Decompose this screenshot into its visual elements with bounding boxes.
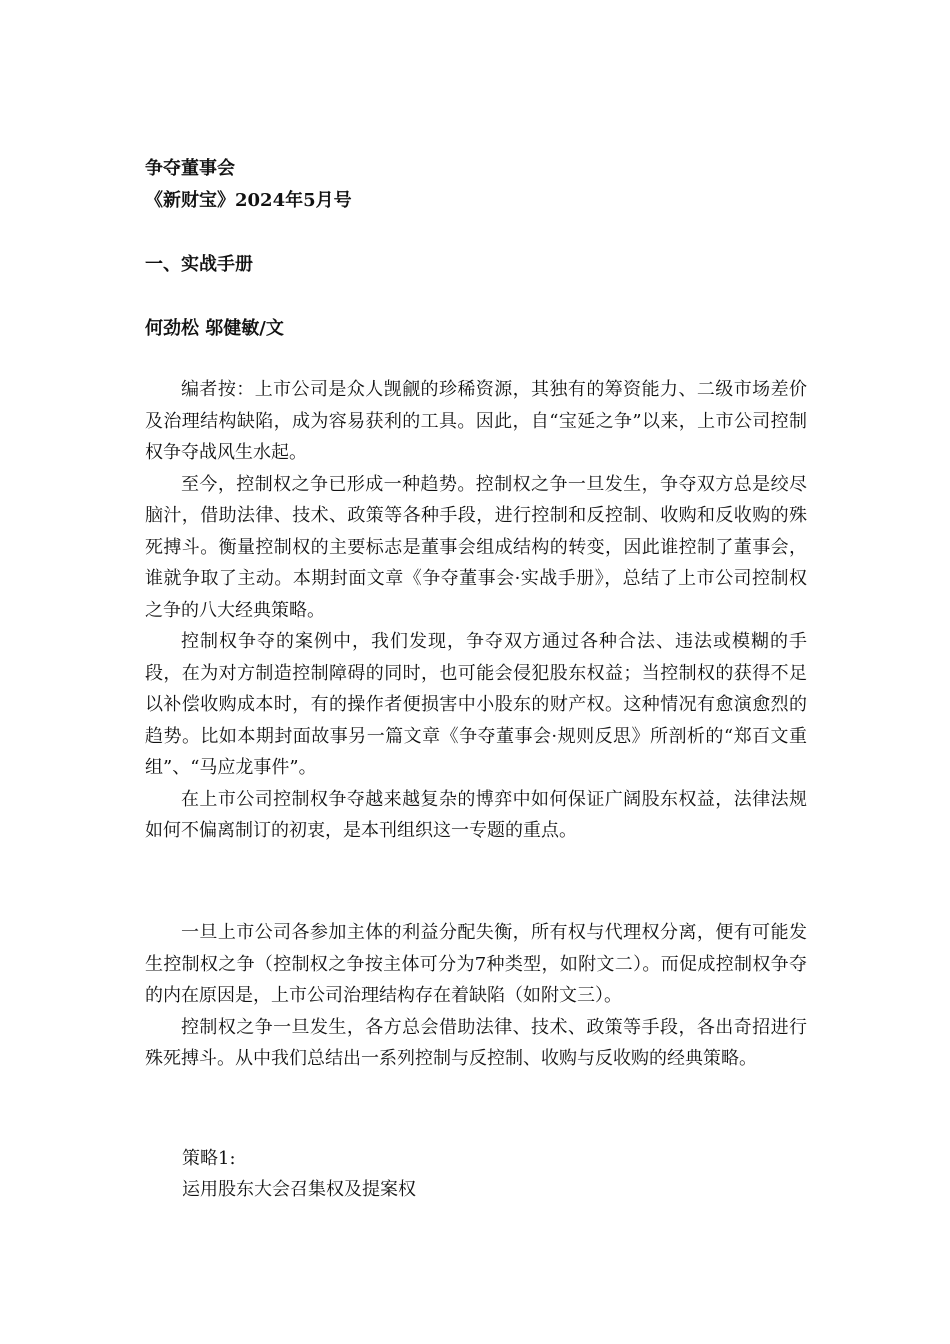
- body-paragraph: 一旦上市公司各参加主体的利益分配失衡，所有权与代理权分离，便有可能发生控制权之争（控制权之争按主体可分为7种类型，如附文二）。而促成控制权争夺的内在原因是，上市公司治理结构存在着缺陷（如附文三）。: [145, 922, 807, 1006]
- editor-note-paragraph: 编者按：上市公司是众人觊觎的珍稀资源，其独有的筹资能力、二级市场差价及治理结构缺陷，成为容易获利的工具。因此，自“宝延之争”以来，上市公司控制权争夺战风生水起。: [145, 379, 807, 463]
- editor-note-paragraph: 在上市公司控制权争夺越来越复杂的博弈中如何保证广阔股东权益，法律法规如何不偏离制订的初衷，是本刊组织这一专题的重点。: [145, 788, 807, 841]
- strategy-label: 策略1:: [182, 1148, 236, 1169]
- editor-note-paragraph: 控制权争夺的案例中，我们发现，争夺双方通过各种合法、违法或模糊的手段，在为对方制造控制障碍的同时，也可能会侵犯股东权益；当控制权的获得不足以补偿收购成本时，有的操作者便损害中小股东的财产权。这种情况有愈演愈烈的趋势。比如本期封面故事另一篇文章《争夺董事会·规则反思》所剖析的“郑百文重组”、“马应龙事件”。: [145, 631, 807, 778]
- publication-source: 《新财宝》2024年5月号: [145, 190, 352, 211]
- strategy-title: 运用股东大会召集权及提案权: [182, 1179, 416, 1200]
- section-heading: 一、实战手册: [145, 254, 253, 275]
- body-paragraph: 控制权之争一旦发生，各方总会借助法律、技术、政策等手段，各出奇招进行殊死搏斗。从中我们总结出一系列控制与反控制、收购与反收购的经典策略。: [145, 1016, 807, 1069]
- body-text: [145, 917, 807, 1075]
- editor-note: [145, 374, 807, 847]
- editor-note-paragraph: 至今，控制权之争已形成一种趋势。控制权之争一旦发生，争夺双方总是绞尽脑汁，借助法律、技术、政策等各种手段，进行控制和反控制、收购和反收购的殊死搏斗。衡量控制权的主要标志是董事会组成结构的转变，因此谁控制了董事会，谁就争取了主动。本期封面文章《争夺董事会·实战手册》，总结了上市公司控制权之争的八大经典策略。: [145, 473, 807, 621]
- article-title: 争夺董事会: [145, 158, 235, 179]
- byline: 何劲松 邬健敏/文: [145, 318, 284, 339]
